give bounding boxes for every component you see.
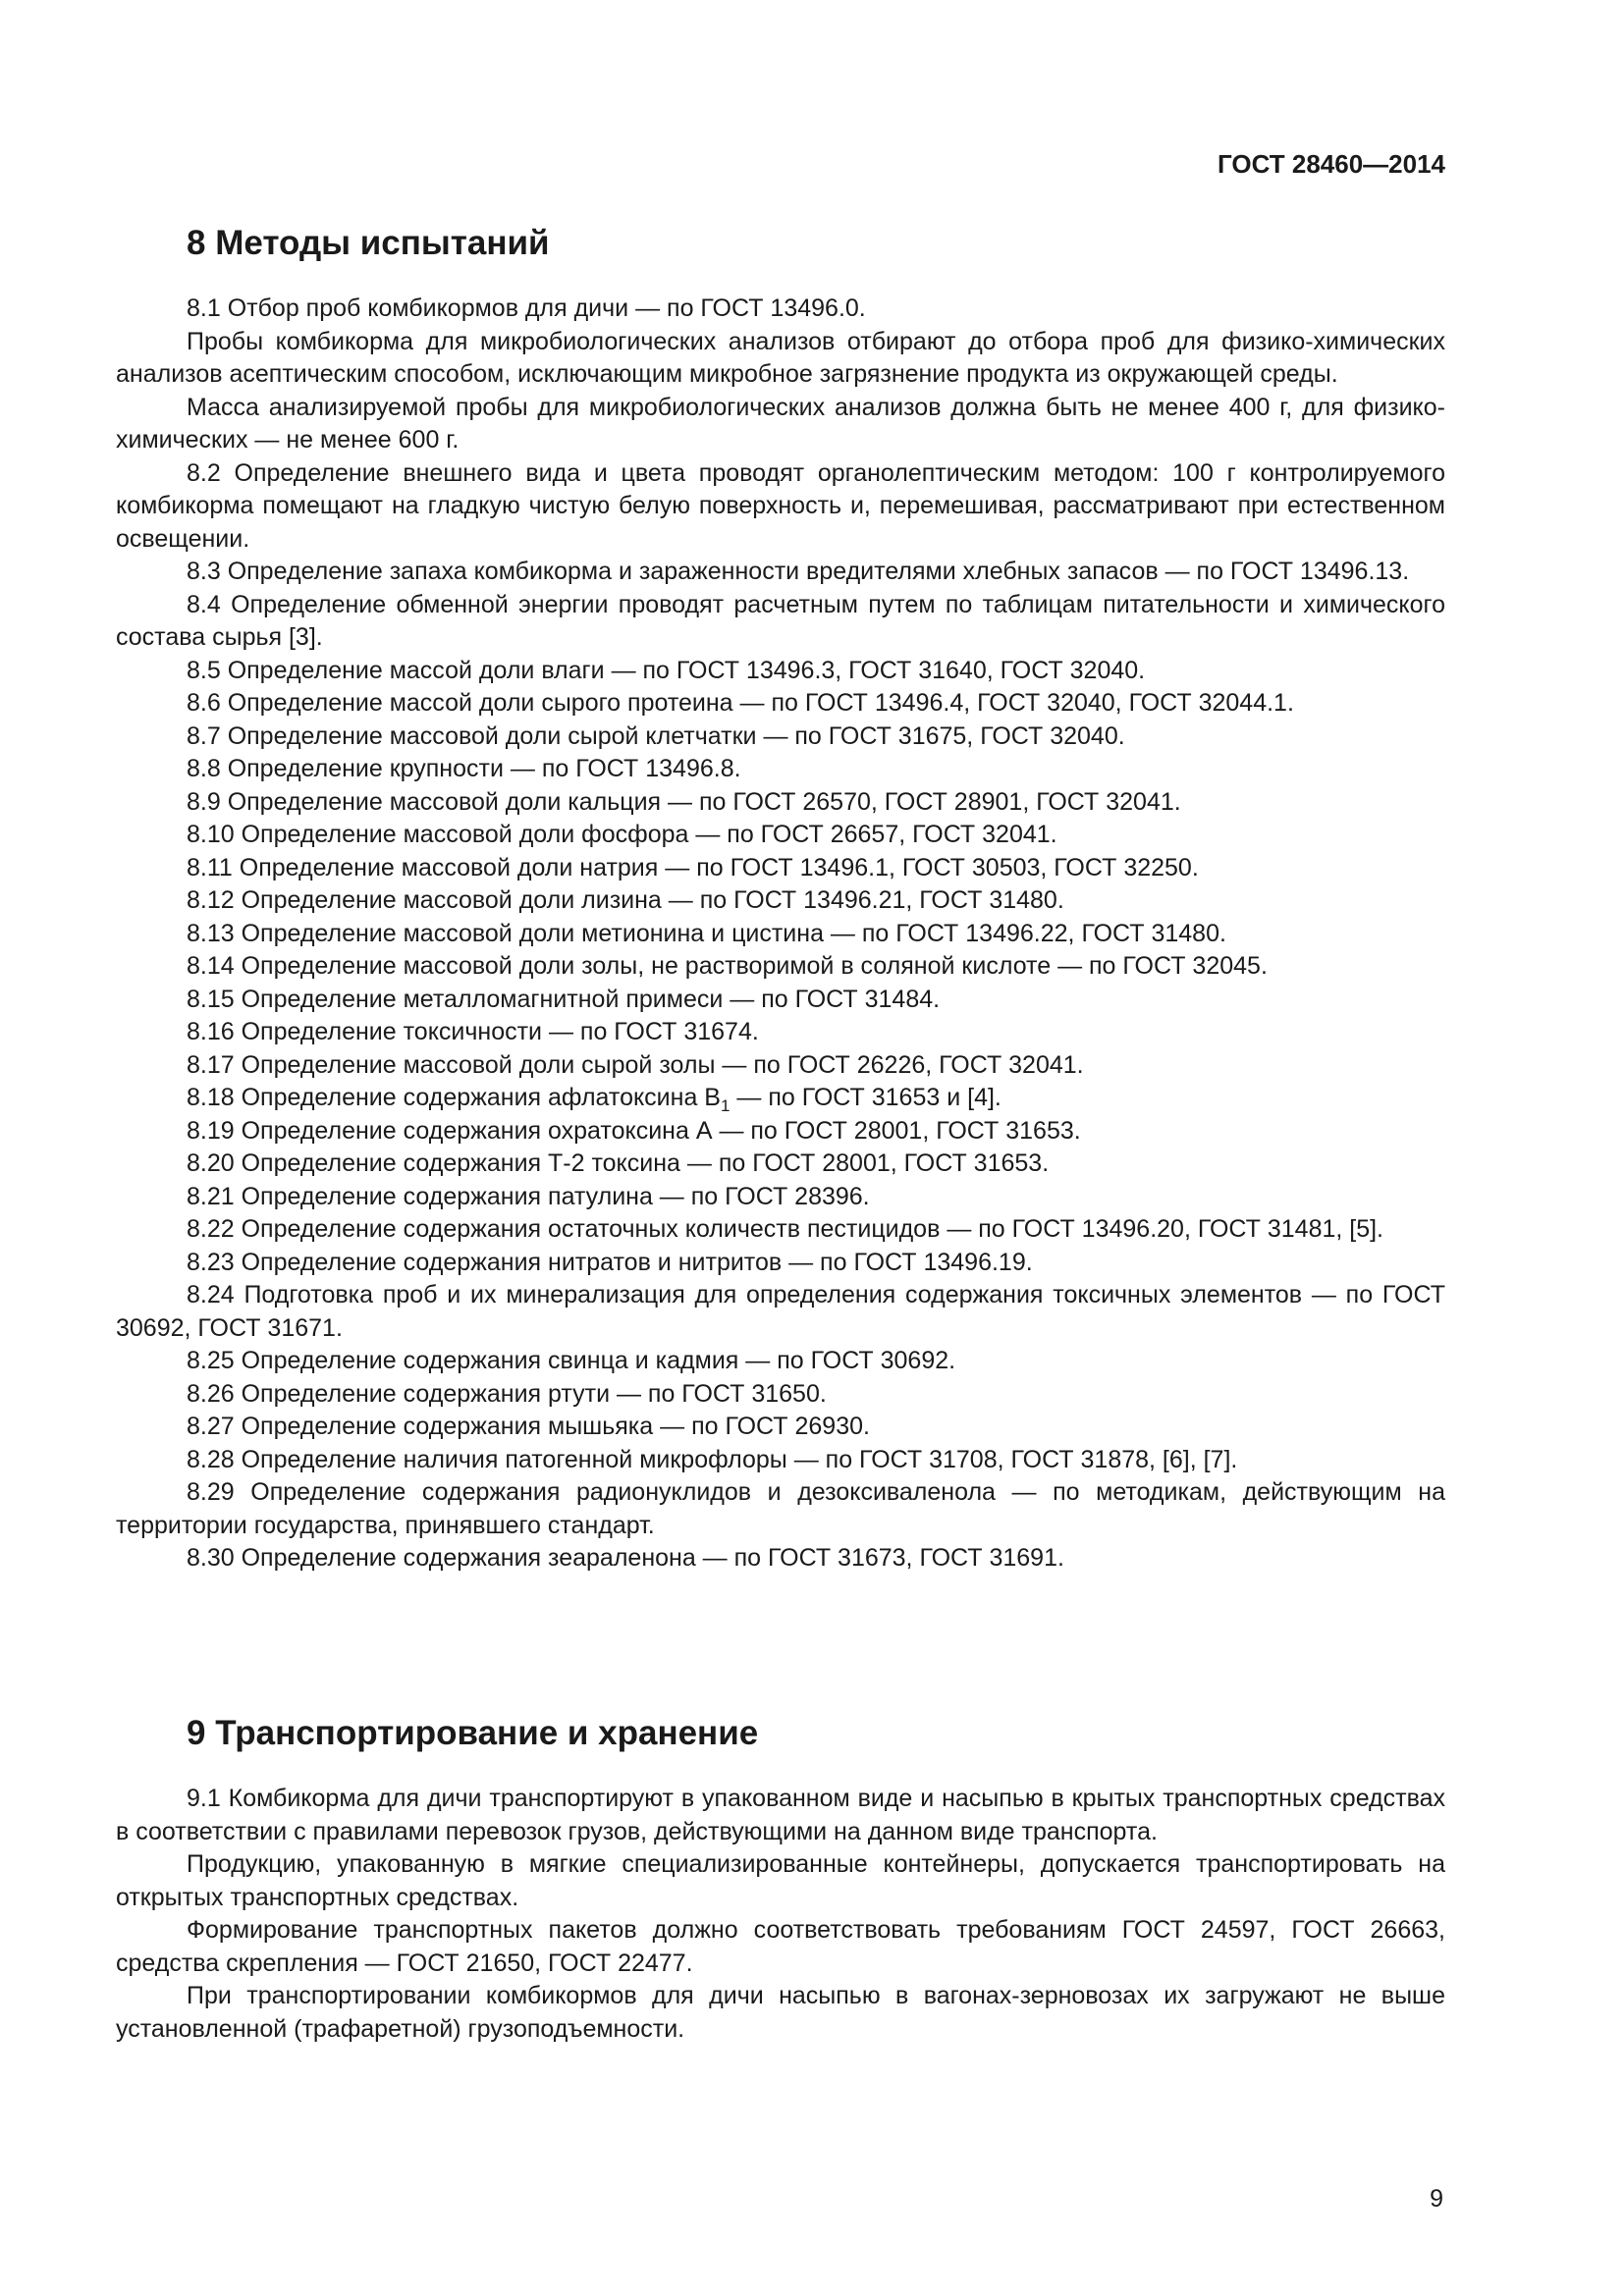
paragraph: 8.5 Определение массой доли влаги — по ГОСТ 13496.3, ГОСТ 31640, ГОСТ 32040. [187,656,1146,684]
paragraph: 8.13 Определение массовой доли метионина и цистина — по ГОСТ 13496.22, ГОСТ 31480. [187,919,1226,947]
paragraph-8-18: 8.18 Определение содержания афлатоксина $В_1$ — по ГОСТ 31653 и [4]. [187,1084,1001,1115]
paragraph: 8.22 Определение содержания остаточных количеств пестицидов — по ГОСТ 13496.20, ГОСТ 31481, [5]. [187,1215,1384,1243]
paragraph: 8.10 Определение массовой доли фосфора — по ГОСТ 26657, ГОСТ 32041. [187,821,1057,848]
paragraph: Продукцию, упакованную в мягкие специализированные контейнеры, допускается транспортировать на открытых транспортных средствах. [116,1850,1445,1911]
paragraph: 8.24 Подготовка проб и их минерализация для определения содержания токсичных элементов — по ГОСТ 30692, ГОСТ 31671. [116,1281,1445,1342]
paragraph: 8.30 Определение содержания зеараленона — по ГОСТ 31673, ГОСТ 31691. [187,1544,1064,1572]
paragraph: Пробы комбикорма для микробиологических анализов отбирают до отбора проб для физико-химических анализов асептическим способом, исключающим микробное загрязнение продукта из окружающей среды. [116,327,1445,388]
paragraph: 8.21 Определение содержания патулина — по ГОСТ 28396. [187,1182,870,1210]
paragraph: 8.11 Определение массовой доли натрия — по ГОСТ 13496.1, ГОСТ 30503, ГОСТ 32250. [187,853,1199,881]
section-8-paragraphs-continued [116,1115,1445,1575]
paragraph: 8.8 Определение крупности — по ГОСТ 13496.8. [187,755,741,782]
paragraph: 8.9 Определение массовой доли кальция — по ГОСТ 26570, ГОСТ 28901, ГОСТ 32041. [187,787,1181,816]
paragraph: 8.14 Определение массовой доли золы, не растворимой в соляной кислоте — по ГОСТ 32045. [187,952,1268,980]
paragraph: 8.4 Определение обменной энергии проводят расчетным путем по таблицам питательности и химического состава сырья [3]. [116,590,1445,651]
paragraph: 8.28 Определение наличия патогенной микрофлоры — по ГОСТ 31708, ГОСТ 31878, [6], [7]. [187,1445,1238,1473]
section-9-title: 9 Транспортирование и хранение [187,1714,759,1752]
section-8 [116,224,1445,1575]
paragraph: 8.26 Определение содержания ртути — по ГОСТ 31650. [187,1379,827,1408]
paragraph: 8.16 Определение токсичности — по ГОСТ 31674. [187,1018,759,1045]
section-9 [116,1714,1445,2046]
paragraph: 8.1 Отбор проб комбикормов для дичи — по ГОСТ 13496.0. [187,294,866,322]
paragraph: 8.17 Определение массовой доли сырой золы — по ГОСТ 26226, ГОСТ 32041. [187,1050,1084,1079]
paragraph: 8.6 Определение массой доли сырого протеина — по ГОСТ 13496.4, ГОСТ 32040, ГОСТ 32044.1. [187,689,1294,717]
section-8-paragraphs [116,293,1445,1082]
paragraph: 8.7 Определение массовой доли сырой клетчатки — по ГОСТ 31675, ГОСТ 32040. [187,721,1125,750]
paragraph: 8.29 Определение содержания радионуклидов и дезоксиваленола — по методикам, действующим на территории государства, принявшего стандарт. [116,1478,1445,1539]
paragraph: Масса анализируемой пробы для микробиологических анализов должна быть не менее 400 г, для физико-химических — не менее 600 г. [116,393,1445,454]
paragraph: Формирование транспортных пакетов должно соответствовать требованиям ГОСТ 24597, ГОСТ 26663, средства скрепления — ГОСТ 21650, ГОСТ 22477. [116,1916,1445,1977]
paragraph: 8.3 Определение запаха комбикорма и зараженности вредителями хлебных запасов — по ГОСТ 13496.13. [187,558,1410,585]
paragraph: 8.20 Определение содержания Т-2 токсина — по ГОСТ 28001, ГОСТ 31653. [187,1149,1050,1177]
page-number: 9 [1430,2185,1443,2213]
document-id: ГОСТ 28460—2014 [1218,149,1445,179]
paragraph: 8.27 Определение содержания мышьяка — по ГОСТ 26930. [187,1413,870,1440]
paragraph: 8.15 Определение металломагнитной примеси — по ГОСТ 31484. [187,985,941,1013]
paragraph: 9.1 Комбикорма для дичи транспортируют в упакованном виде и насыпью в крытых транспортных средствах в соответствии с правилами перевозок грузов, действующими на данном виде транспорта. [116,1785,1445,1845]
paragraph: 8.23 Определение содержания нитратов и нитритов — по ГОСТ 13496.19. [187,1248,1033,1276]
section-8-title: 8 Методы испытаний [187,224,550,262]
paragraph: При транспортировании комбикормов для дичи насыпью в вагонах-зерновозах их загружают не выше установленной (трафаретной) грузоподъемности. [116,1982,1445,2043]
paragraph: 8.19 Определение содержания охратоксина А — по ГОСТ 28001, ГОСТ 31653. [187,1116,1081,1145]
paragraph: 8.25 Определение содержания свинца и кадмия — по ГОСТ 30692. [187,1347,956,1374]
paragraph: 8.12 Определение массовой доли лизина — по ГОСТ 13496.21, ГОСТ 31480. [187,886,1064,914]
section-9-paragraphs [116,1783,1445,2046]
paragraph: 8.2 Определение внешнего вида и цвета проводят органолептическим методом: 100 г контролируемого комбикорма помещают на гладкую чистую белую поверхность и, перемешивая, рассматривают при естественном освещении. [116,458,1445,553]
